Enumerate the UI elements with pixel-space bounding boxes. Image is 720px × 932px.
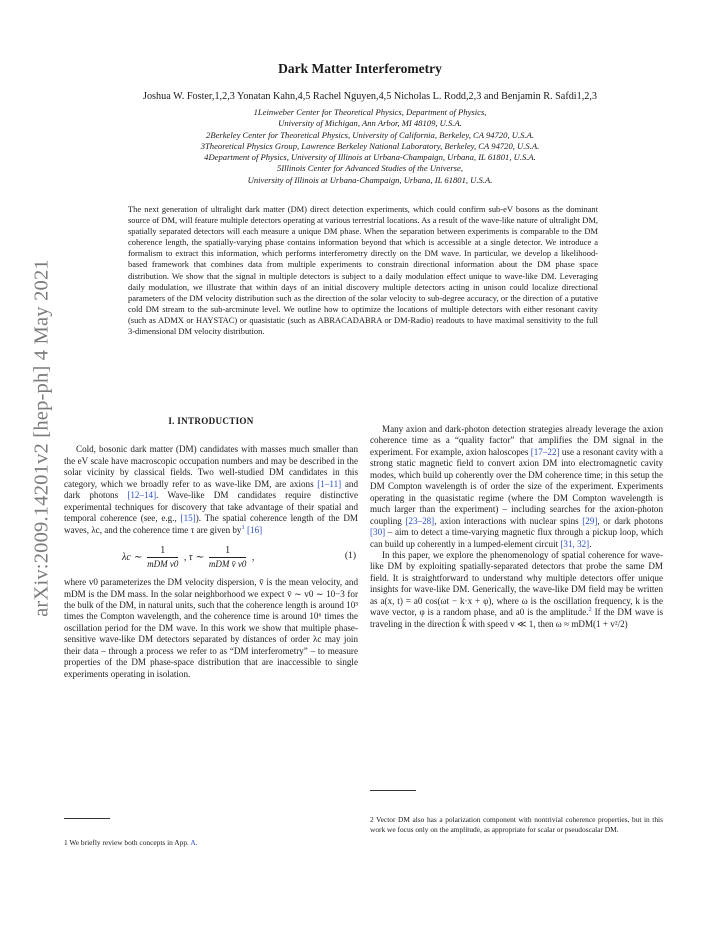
footnote-1-marker[interactable]: 1 xyxy=(241,523,245,531)
affiliation-line: 3Theoretical Physics Group, Lawrence Berkeley National Laboratory, Berkeley, CA 94720, U.S.A. xyxy=(200,140,540,151)
equation-fraction: $\frac{1}{\text{mDM v0}}$ xyxy=(147,545,179,570)
author-list: Joshua W. Foster,1,2,3 Yonatan Kahn,4,5 Rachel Nguyen,4,5 Nicholas L. Rodd,2,3 and Benjamin R. Safdi1,2,3 xyxy=(142,91,598,102)
arxiv-identifier: arXiv:2009.14201v2 [hep-ph] 4 May 2021 xyxy=(30,258,53,617)
footnote-2: 2 Vector DM also has a polarization component with nontrivial coherence properties, but in this work we focus only on the amplitude, as appropriate for scalar or pseudoscalar DM. xyxy=(370,815,663,834)
citation-link[interactable]: [29] xyxy=(582,515,598,526)
citation-link[interactable]: [16] xyxy=(247,524,263,535)
footnote-1: 1 We briefly review both concepts in App. A. xyxy=(64,838,198,847)
arxiv-side-stamp xyxy=(22,205,62,670)
left-column xyxy=(64,416,358,680)
citation-link[interactable]: [31, 32] xyxy=(560,538,590,549)
appendix-link[interactable]: A xyxy=(190,838,196,847)
equation-number: (1) xyxy=(344,551,356,562)
abstract: The next generation of ultralight dark matter (DM) direct detection experiments, which could confirm sub-eV bosons as the dominant source of DM, will feature multiple detectors operating at various terrestrial locations. As a result of the wave-like nature of ultralight DM, spatially separated detectors will each measure a unique DM phase. When the separation between experiments is comparable to the DM coherence length, the spatially-varying phase contains information beyond that which is accessible at a single detector. We introduce a formalism to extract this information, which performs interferometry directly on the DM wave. In particular, we develop a likelihood-based framework that combines data from multiple experiments to constrain directional information about the DM phase space distribution. We show that the signal in multiple detectors is subject to a daily modulation effect unique to wave-like DM. Leveraging daily modulation, we illustrate that within days of an initial discovery multiple detectors acting in unison could localize directional parameters of the DM velocity distribution such as the direction of the solar velocity to sub-degree accuracy, or the direction of a putative cold DM stream to the sub-arcminute level. We outline how to optimize the locations of multiple detectors with either resonant cavity (such as ADMX or HAYSTAC) or quasistatic (such as ABRACADABRA or DM-Radio) readouts to have maximal sensitivity to the full 3-dimensional DM velocity distribution. xyxy=(128,204,598,337)
citation-link[interactable]: [12–14] xyxy=(127,490,157,501)
equation-body: λc ∼ $\frac{1}{\text{mDM v0}}$ , τ ∼ $\frac{1}{\text{mDM v̄ v0}}$ , xyxy=(122,545,255,570)
equation-fraction: $\frac{1}{\text{mDM v̄ v0}}$ xyxy=(208,545,247,570)
footnote-rule xyxy=(370,790,416,791)
intro-paragraph-1: Cold, bosonic dark matter (DM) candidates with masses much smaller than the eV scale have macroscopic occupation numbers and may be described in the solar vicinity by classical fields. Two well-studied DM candidates in this category, which we broadly refer to as wave-like DM, are axions [1–11] and dark photons [12–14]. Wave-like DM candidates require distinctive experimental techniques for discovery that take advantage of their spatial and temporal coherence (see, e.g., [15]). The spatial coherence length of the DM waves, λc, and the coherence time τ are given by$^1$ [16] xyxy=(64,444,358,535)
citation-link[interactable]: [17–22] xyxy=(530,446,560,457)
citation-link[interactable]: [1–11] xyxy=(317,478,342,489)
affiliation-line: 1Leinweber Center for Theoretical Physics, Department of Physics, xyxy=(253,107,487,117)
equation-1 xyxy=(64,542,358,572)
affiliation-line: 4Department of Physics, University of Illinois at Urbana-Champaign, Urbana, IL 61801, U.S.A. xyxy=(204,152,536,163)
citation-link[interactable]: [15] xyxy=(180,513,196,524)
citation-link[interactable]: [23–28] xyxy=(405,515,435,526)
affiliation-line: University of Michigan, Ann Arbor, MI 48109, U.S.A. xyxy=(278,118,462,129)
citation-link[interactable]: [30] xyxy=(370,527,386,538)
affiliation-line: University of Illinois at Urbana-Champaign, Urbana, IL 61801, U.S.A. xyxy=(247,174,493,185)
intro-paragraph-2: where v0 parameterizes the DM velocity dispersion, v̄ is the mean velocity, and mDM is the DM mass. In the solar neighborhood we expect v̄ ∼ v0 ∼ 10−3 for the bulk of the DM, in natural units, such that the coherence length is around 10³ times the Compton wavelength, and the coherence time is around 10⁶ times the oscillation period for the DM wave. In this work we show that multiple phase-sensitive wave-like DM detectors separated by distances of order λc may join their data – through a process we refer to as “DM interferometry” – to measure properties of the DM phase-space distribution that are inaccessible to single experiments operating in isolation. xyxy=(64,577,358,679)
intro-paragraph-3: Many axion and dark-photon detection strategies already leverage the axion coherence time as a “quality factor” that amplifies the DM signal in the experiment. For example, axion haloscopes [17–22] use a resonant cavity with a strong static magnetic field to convert axion DM into electromagnetic cavity modes, which build up coherently over the DM coherence time; in this setup the DM Compton wavelength is of order the size of the experiment. Experiments operating in the quasistatic regime (where the DM Compton wavelength is much larger than the experiment) – including searches for the axion-photon coupling [23–28], axion interactions with nuclear spins [29], or dark photons [30] – aim to detect a time-varying magnetic flux through a pickup loop, which can build up coherently in a lumped-element circuit [31, 32]. xyxy=(370,424,664,549)
affiliation-line: 2Berkeley Center for Theoretical Physics, University of California, Berkeley, CA 94720, U.S.A. xyxy=(206,129,534,140)
paper-title: Dark Matter Interferometry xyxy=(278,61,442,76)
affiliation-line: 5Illinois Center for Advanced Studies of the Universe, xyxy=(276,163,463,174)
intro-paragraph-4: In this paper, we explore the phenomenology of spatial coherence for wave-like DM by exploiting spatially-separated detectors that probe the same DM field. It is straightforward to understand why multiple detectors offer unique insights for wave-like DM. Generically, the wave-like DM field may be written as a(x, t) = a0 cos(ωt − k·x + φ), where ω is the oscillation frequency, k is the wave vector, φ is a random phase, and a0 is the amplitude.$^2$ If the DM wave is traveling in the direction k̂ with speed v ≪ 1, then ω ≈ mDM(1 + v²/2) xyxy=(370,549,663,629)
section-heading: I. INTRODUCTION xyxy=(168,416,254,426)
footnote-2-marker[interactable]: 2 xyxy=(588,606,592,614)
right-column xyxy=(370,424,663,630)
footnote-rule xyxy=(64,818,110,819)
affiliation-list xyxy=(90,107,650,186)
